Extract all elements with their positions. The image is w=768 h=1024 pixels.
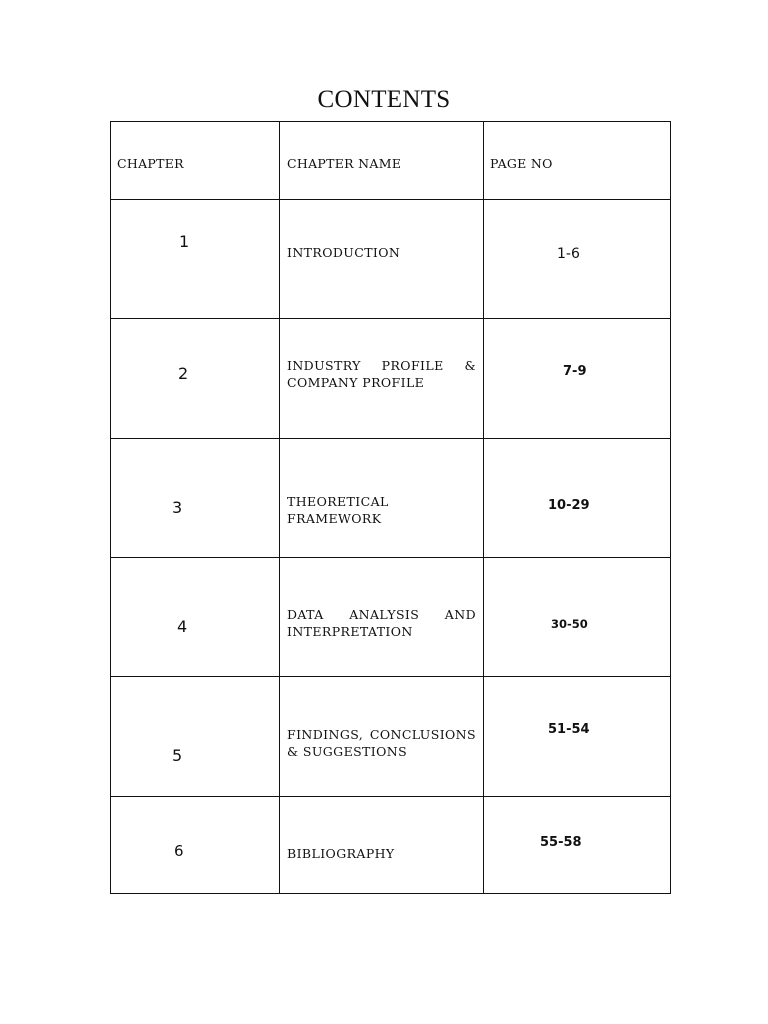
chapter-number: 5	[172, 746, 183, 765]
chapter-name-cell	[280, 558, 484, 677]
table-header-row	[111, 122, 671, 200]
table-row	[111, 558, 671, 677]
header-cell-chapter	[111, 122, 280, 200]
page-range-cell	[484, 319, 671, 439]
page-range: 10-29	[548, 498, 590, 513]
chapter-name: INDUSTRY PROFILE & COMPANY PROFILE	[287, 358, 476, 390]
chapter-cell	[111, 439, 280, 558]
chapter-name-cell	[280, 677, 484, 797]
chapter-name-cell	[280, 200, 484, 319]
chapter-name-cell	[280, 439, 484, 558]
page-range: 7-9	[563, 364, 587, 379]
page-range: 1-6	[557, 246, 580, 262]
table-row	[111, 319, 671, 439]
page-range: 55-58	[540, 835, 582, 850]
chapter-cell	[111, 558, 280, 677]
chapter-number: 3	[172, 498, 183, 517]
chapter-name: FINDINGS, CONCLUSIONS & SUGGESTIONS	[287, 727, 476, 759]
chapter-number: 6	[174, 842, 184, 860]
page-range-cell	[484, 677, 671, 797]
chapter-cell	[111, 677, 280, 797]
chapter-number: 2	[178, 364, 189, 383]
contents-table	[110, 121, 671, 894]
page-range-cell	[484, 200, 671, 319]
table-row	[111, 439, 671, 558]
chapter-name: THEORETICAL FRAMEWORK	[287, 494, 389, 526]
chapter-cell	[111, 319, 280, 439]
table-row	[111, 200, 671, 319]
page-range: 51-54	[548, 722, 590, 737]
chapter-name-cell	[280, 797, 484, 894]
page-range-cell	[484, 439, 671, 558]
chapter-number: 4	[177, 617, 188, 636]
chapter-name-cell	[280, 319, 484, 439]
chapter-cell	[111, 200, 280, 319]
page-title: CONTENTS	[317, 86, 451, 113]
chapter-cell	[111, 797, 280, 894]
table-row	[111, 677, 671, 797]
header-chapter: CHAPTER	[117, 156, 184, 171]
table-row	[111, 797, 671, 894]
page-range-cell	[484, 797, 671, 894]
header-page-no: PAGE NO	[490, 156, 553, 171]
chapter-number: 1	[179, 232, 190, 251]
page-range: 30-50	[551, 617, 588, 631]
chapter-name: BIBLIOGRAPHY	[287, 846, 395, 861]
chapter-name: INTRODUCTION	[287, 245, 401, 260]
chapter-name: DATA ANALYSIS AND INTERPRETATION	[287, 607, 476, 639]
header-chapter-name: CHAPTER NAME	[287, 156, 402, 171]
header-cell-chapter-name	[280, 122, 484, 200]
page-range-cell	[484, 558, 671, 677]
header-cell-page-no	[484, 122, 671, 200]
